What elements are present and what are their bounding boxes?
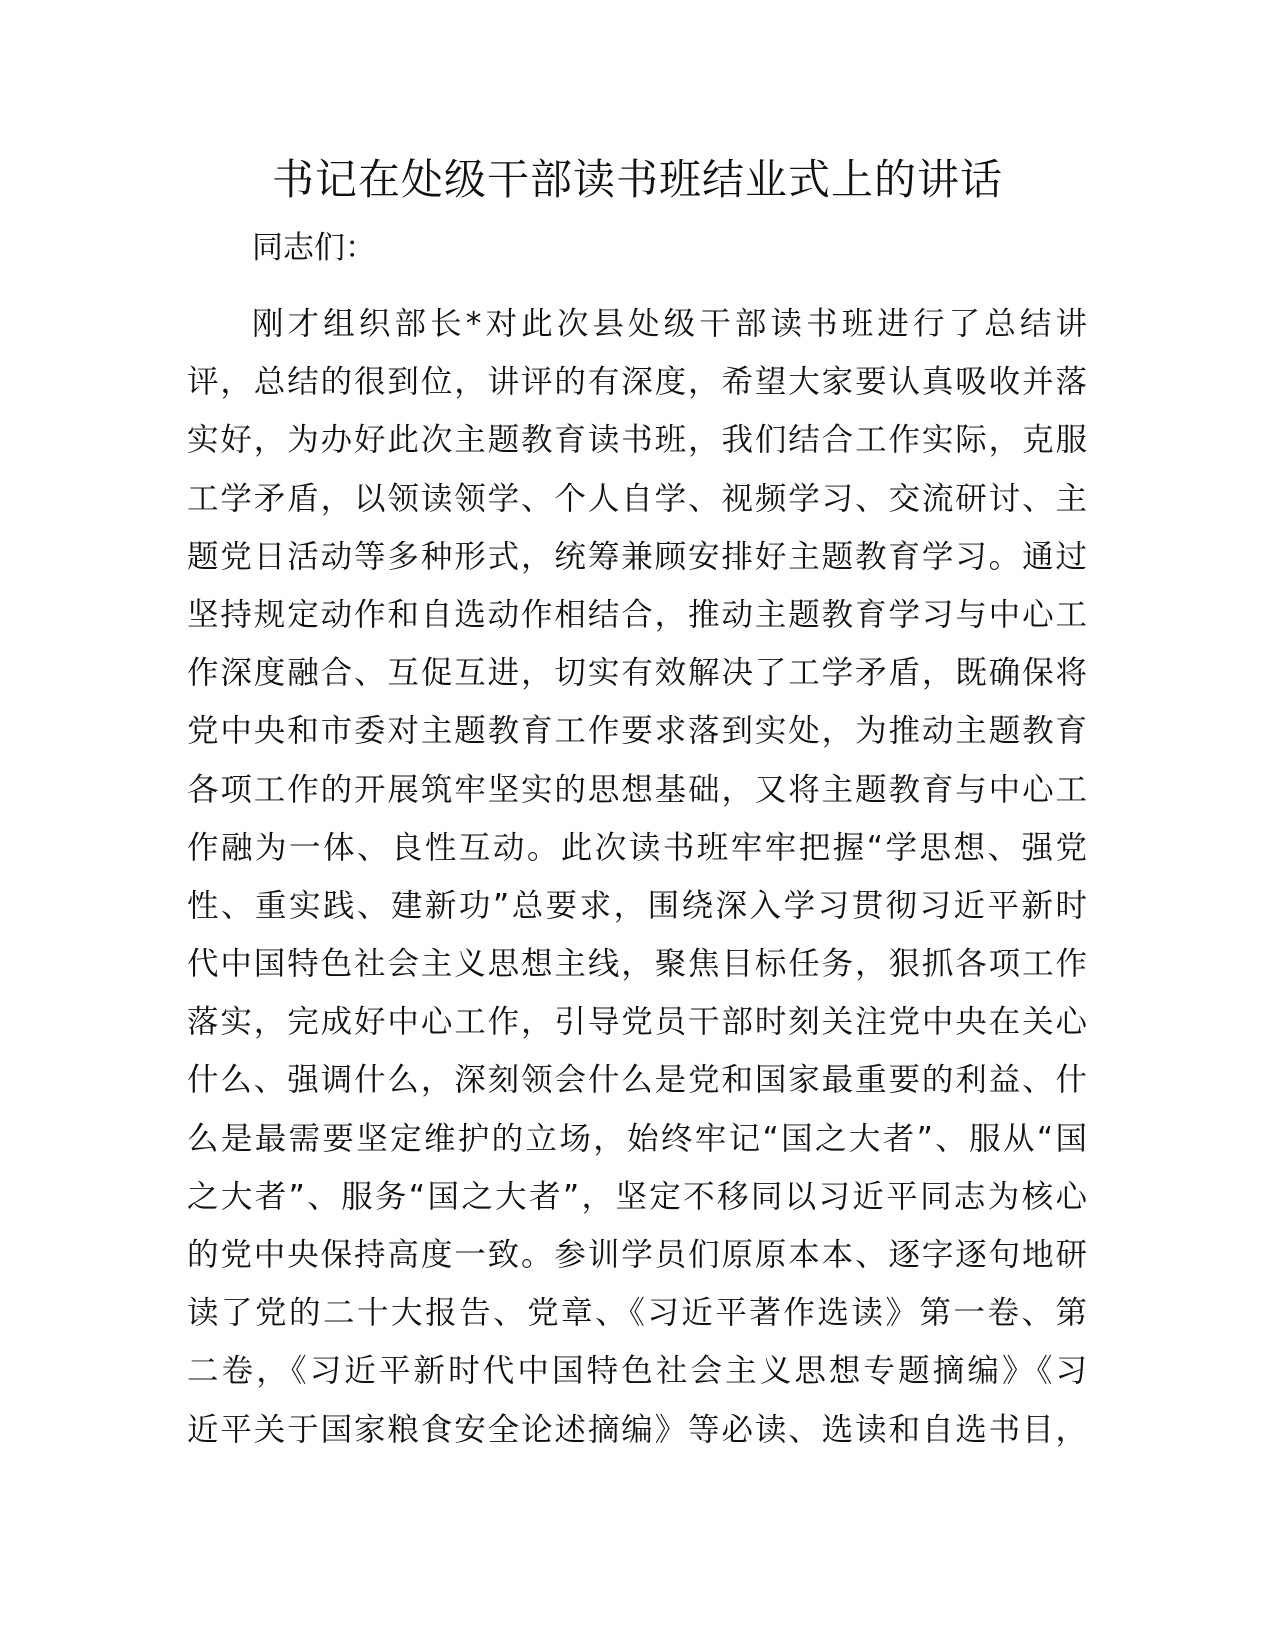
- paragraph-line: 读了党的二十大报告、党章、《习近平著作选读》第一卷、第: [187, 1295, 1087, 1332]
- paragraph-line: 么是最需要坚定维护的立场，始终牢记“国之大者”、服从“国: [187, 1120, 1087, 1157]
- salutation: 同志们：: [252, 230, 376, 266]
- paragraph-line: 什么、强调什么，深刻领会什么是党和国家最重要的利益、什: [187, 1062, 1087, 1099]
- body-paragraph: [187, 295, 1087, 1459]
- paragraph-line: 落实，完成好中心工作，引导党员干部时刻关注党中央在关心: [187, 1004, 1087, 1041]
- paragraph-line: 题党日活动等多种形式，统筹兼顾安排好主题教育学习。通过: [187, 538, 1087, 575]
- paragraph-line: 作融为一体、良性互动。此次读书班牢牢把握“学思想、强党: [187, 829, 1087, 866]
- paragraph-line: 代中国特色社会主义思想主线，聚焦目标任务，狠抓各项工作: [187, 946, 1087, 983]
- paragraph-line: 各项工作的开展筑牢坚实的思想基础，又将主题教育与中心工: [187, 771, 1087, 808]
- paragraph-line: 二卷，《习近平新时代中国特色社会主义思想专题摘编》《习: [187, 1353, 1087, 1390]
- paragraph-line: 评，总结的很到位，讲评的有深度，希望大家要认真吸收并落: [187, 364, 1087, 401]
- paragraph-line: 之大者”、服务“国之大者”，坚定不移同以习近平同志为核心: [187, 1178, 1087, 1215]
- paragraph-line: 实好，为办好此次主题教育读书班，我们结合工作实际，克服: [187, 422, 1087, 459]
- paragraph-line: 刚才组织部长*对此次县处级干部读书班进行了总结讲: [252, 306, 1087, 342]
- paragraph-line: 的党中央保持高度一致。参训学员们原原本本、逐字逐句地研: [187, 1237, 1087, 1273]
- paragraph-line: 性、重实践、建新功”总要求，围绕深入学习贯彻习近平新时: [187, 887, 1087, 924]
- paragraph-line: 近平关于国家粮食安全论述摘编》等必读、选读和自选书目，: [187, 1411, 1087, 1448]
- paragraph-line: 党中央和市委对主题教育工作要求落到实处，为推动主题教育: [187, 713, 1087, 750]
- paragraph-line: 坚持规定动作和自选动作相结合，推动主题教育学习与中心工: [187, 596, 1087, 633]
- paragraph-line: 工学矛盾，以领读领学、个人自学、视频学习、交流研讨、主: [187, 480, 1087, 517]
- document-title: 书记在处级干部读书班结业式上的讲话: [271, 155, 1003, 204]
- paragraph-line: 作深度融合、互促互进，切实有效解决了工学矛盾，既确保将: [187, 655, 1087, 692]
